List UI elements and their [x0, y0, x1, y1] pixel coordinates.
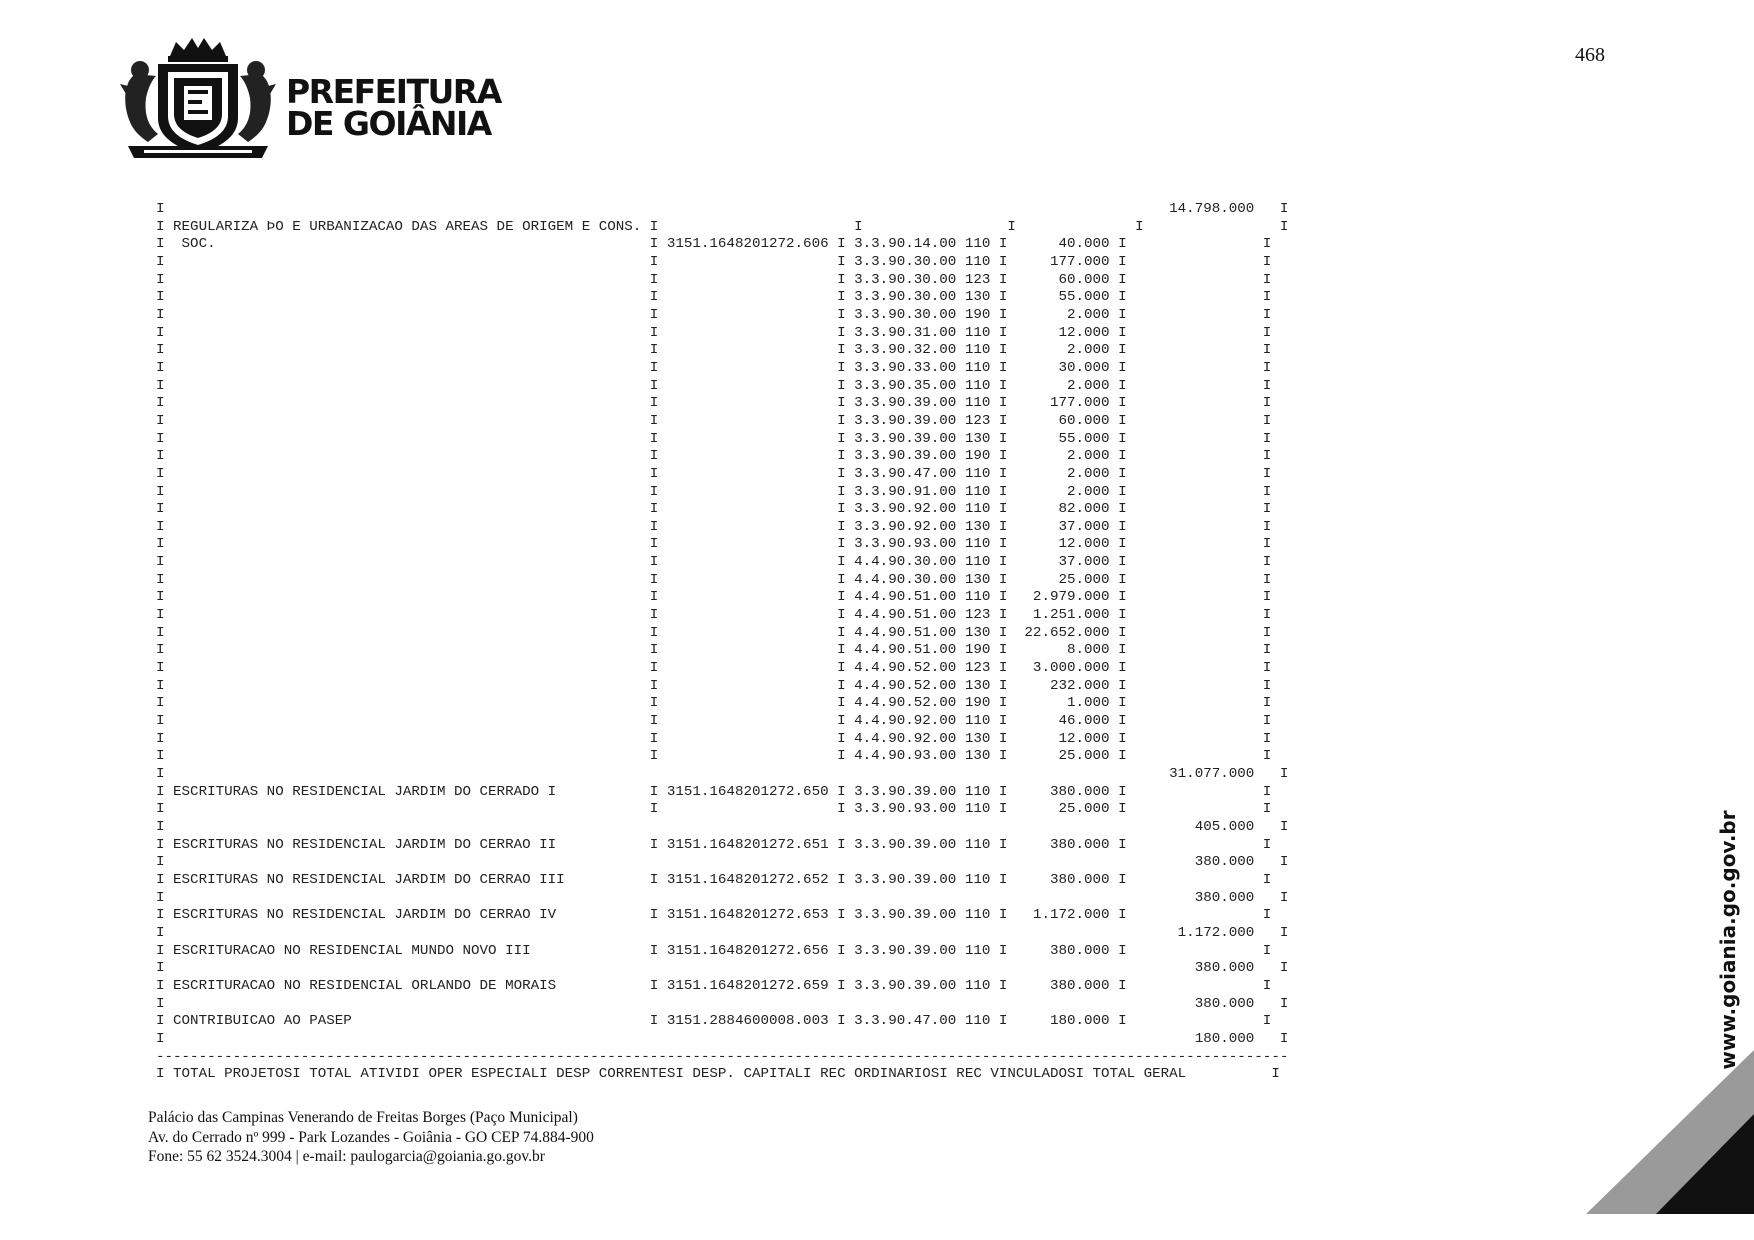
report-line: I I I 3.3.90.30.00 123 I 60.000 I I [156, 271, 1272, 288]
report-line: I I I 3.3.90.92.00 110 I 82.000 I I [156, 501, 1272, 518]
report-line: I I I 3.3.90.39.00 123 I 60.000 I I [156, 412, 1272, 429]
report-line: I 180.000 I [156, 1030, 1289, 1047]
side-website-url: www.goiania.go.gov.br [1716, 810, 1740, 1070]
report-line: I I I 3.3.90.30.00 130 I 55.000 I I [156, 289, 1272, 306]
report-line: I I I 4.4.90.92.00 110 I 46.000 I I [156, 713, 1272, 730]
logo-line-1: PREFEITURA [286, 72, 501, 111]
report-line: I ESCRITURAS NO RESIDENCIAL JARDIM DO CERRADO I I 3151.1648201272.650 I 3.3.90.39.00 110 I 380.000 I I [156, 783, 1272, 800]
report-line: I I I 3.3.90.30.00 190 I 2.000 I I [156, 306, 1272, 323]
footer-line-1: Palácio das Campinas Venerando de Freitas Borges (Paço Municipal) [148, 1109, 578, 1126]
report-line: I I I 4.4.90.52.00 130 I 232.000 I I [156, 677, 1272, 694]
report-line: I I I 4.4.90.30.00 130 I 25.000 I I [156, 571, 1272, 588]
report-line: I I I 4.4.90.30.00 110 I 37.000 I I [156, 554, 1272, 571]
report-line: I I I 3.3.90.47.00 110 I 2.000 I I [156, 465, 1272, 482]
report-line: I ESCRITURAS NO RESIDENCIAL JARDIM DO CERRAO IV I 3151.1648201272.653 I 3.3.90.39.00 110 I 1.172.000 I I [156, 907, 1272, 924]
report-line: I SOC. I 3151.1648201272.606 I 3.3.90.14.00 110 I 40.000 I I [156, 236, 1272, 253]
report-line: I REGULARIZA ÞO E URBANIZACAO DAS AREAS DE ORIGEM E CONS. I I I I I [156, 218, 1289, 235]
report-line: I I I 3.3.90.31.00 110 I 12.000 I I [156, 324, 1272, 341]
report-line: I I I 3.3.90.91.00 110 I 2.000 I I [156, 483, 1272, 500]
footer-address [148, 1108, 594, 1167]
report-line: I 405.000 I [156, 818, 1289, 835]
report-line: I 380.000 I [156, 889, 1289, 906]
report-line: I I I 3.3.90.92.00 130 I 37.000 I I [156, 518, 1272, 535]
logo-wordmark [286, 72, 501, 143]
report-line: I I I 3.3.90.30.00 110 I 177.000 I I [156, 253, 1272, 270]
report-line: I 31.077.000 I [156, 766, 1289, 782]
report-line: I 380.000 I [156, 995, 1289, 1012]
report-line: I I I 3.3.90.39.00 130 I 55.000 I I [156, 430, 1272, 447]
page-number: 468 [1575, 44, 1605, 66]
report-line: I I I 4.4.90.51.00 123 I 1.251.000 I I [156, 607, 1272, 624]
report-line: I I I 3.3.90.39.00 110 I 177.000 I I [156, 395, 1272, 412]
report-line: I ESCRITURAS NO RESIDENCIAL JARDIM DO CERRAO III I 3151.1648201272.652 I 3.3.90.39.00 110 I 380.000 I I [156, 871, 1272, 888]
report-line: I ESCRITURACAO NO RESIDENCIAL MUNDO NOVO III I 3151.1648201272.656 I 3.3.90.39.00 110 I 380.000 I I [156, 942, 1272, 959]
logo-line-2: DE GOIÂNIA [286, 104, 491, 143]
report-line: I I I 3.3.90.32.00 110 I 2.000 I I [156, 342, 1272, 359]
report-line: I 380.000 I [156, 960, 1289, 977]
report-line: I I I 4.4.90.52.00 190 I 1.000 I I [156, 695, 1272, 712]
report-line: I I I 4.4.90.51.00 110 I 2.979.000 I I [156, 589, 1272, 606]
report-line: I I I 4.4.90.93.00 130 I 25.000 I I [156, 748, 1272, 765]
report-line: I I I 3.3.90.33.00 110 I 30.000 I I [156, 359, 1272, 376]
corner-decoration-icon [1586, 1050, 1754, 1214]
report-line: I ESCRITURACAO NO RESIDENCIAL ORLANDO DE MORAIS I 3151.1648201272.659 I 3.3.90.39.00 110 I 380.000 I I [156, 977, 1272, 994]
report-line: I I I 3.3.90.93.00 110 I 12.000 I I [156, 536, 1272, 553]
report-line: I I I 4.4.90.92.00 130 I 12.000 I I [156, 730, 1272, 747]
report-line: I I I 4.4.90.52.00 123 I 3.000.000 I I [156, 660, 1272, 677]
report-line: ------------------------------------------------------------------------------------------------------------------------------------- [156, 1048, 1289, 1065]
report-line: I ESCRITURAS NO RESIDENCIAL JARDIM DO CERRAO II I 3151.1648201272.651 I 3.3.90.39.00 110 I 380.000 I I [156, 836, 1272, 853]
report-line: I I I 4.4.90.51.00 130 I 22.652.000 I I [156, 624, 1272, 641]
report-line: I 1.172.000 I [156, 924, 1289, 941]
report-line: I I I 3.3.90.93.00 110 I 25.000 I I [156, 801, 1272, 818]
report-line: I CONTRIBUICAO AO PASEP I 3151.2884600008.003 I 3.3.90.47.00 110 I 180.000 I I [156, 1013, 1272, 1030]
report-line: I 380.000 I [156, 854, 1289, 871]
report-line: I I I 3.3.90.39.00 190 I 2.000 I I [156, 448, 1272, 465]
footer-line-2: Av. do Cerrado nº 999 - Park Lozandes - Goiânia - GO CEP 74.884-900 [148, 1128, 594, 1146]
report-line: I I I 3.3.90.35.00 110 I 2.000 I I [156, 377, 1272, 394]
budget-report [156, 201, 1288, 1084]
report-line: I TOTAL PROJETOSI TOTAL ATIVIDI OPER ESPECIALI DESP CORRENTESI DESP. CAPITALI REC ORDINARIOSI REC VINCULADOSI TOTAL GERAL I [156, 1066, 1280, 1083]
footer-line-3: Fone: 55 62 3524.3004 | e-mail: paulogarcia@goiania.go.gov.br [148, 1148, 545, 1165]
report-line: I I I 4.4.90.51.00 190 I 8.000 I I [156, 642, 1272, 659]
report-line: I 14.798.000 I [156, 201, 1289, 217]
goiania-coat-of-arms-icon [118, 34, 278, 162]
